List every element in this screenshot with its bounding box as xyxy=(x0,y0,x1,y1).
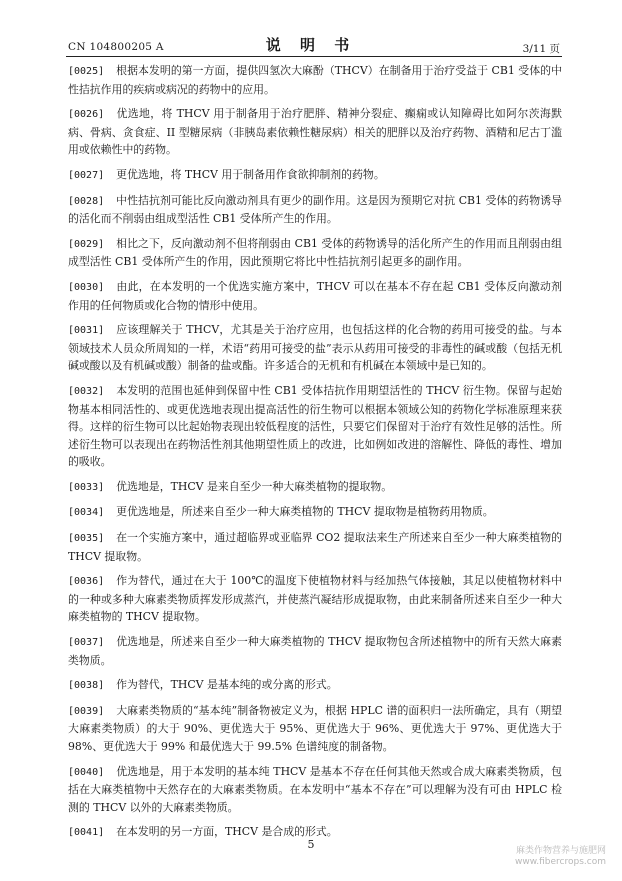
paragraph-number: [0027] xyxy=(68,169,105,181)
paragraph-text: 优选地，将 THCV 用于制备用于治疗肥胖、精神分裂症、癫痫或认知障碍比如阿尔茨海默病、骨病、贪食症、II 型糖尿病（非胰岛素依赖性糖尿病）相关的肥胖以及治疗药物、酒精和尼古丁滥用或依赖性中的药物。 xyxy=(68,107,562,157)
paragraph xyxy=(68,62,562,98)
paragraph xyxy=(68,633,562,669)
paragraph-text: 在一个实施方案中，通过超临界或亚临界 CO2 提取法来生产所述来自至少一种大麻类植物的 THCV 提取物。 xyxy=(68,531,562,563)
paragraph xyxy=(68,503,562,522)
paragraph xyxy=(68,235,562,271)
paragraph xyxy=(68,105,562,159)
paragraph-text: 本发明的范围也延伸到保留中性 CB1 受体拮抗作用期望活性的 THCV 衍生物。保留与起始物基本相同活性的、或更优选地表现出提高活性的衍生物可以根据本领域公知的药物化学标准原理来获得。这样的衍生物可以比起始物表现出较低程度的活性，只要它们保留对于治疗有效性足够的活性。所述衍生物可以表现出在药物活性剂其他期望性质上的改进，比如例如改进的溶解性、降低的毒性、增加的吸收。 xyxy=(68,383,562,469)
paragraph-text: 优选地是，THCV 是来自至少一种大麻类植物的提取物。 xyxy=(116,479,393,493)
paragraph xyxy=(68,192,562,228)
document-body xyxy=(68,62,562,849)
paragraph xyxy=(68,763,562,817)
paragraph xyxy=(68,166,562,185)
paragraph-number: [0032] xyxy=(68,385,105,397)
watermark-line-1: 麻类作物营养与施肥网 xyxy=(515,846,606,856)
paragraph-number: [0031] xyxy=(68,325,105,337)
paragraph-number: [0034] xyxy=(68,507,105,519)
page-number: 5 xyxy=(307,838,315,851)
paragraph xyxy=(68,321,562,375)
paragraph-number: [0041] xyxy=(68,827,105,839)
paragraph-text: 优选地是，用于本发明的基本纯 THCV 是基本不存在任何其他天然或合成大麻素类物质，包括在大麻类植物中天然存在的大麻素类物质。在本发明中“基本不存在”可以理解为没有可由 HPLC 检测的 THCV 以外的大麻素类物质。 xyxy=(68,764,562,814)
paragraph-number: [0035] xyxy=(68,533,105,545)
paragraph-number: [0026] xyxy=(68,109,105,121)
paragraph-text: 相比之下，反向激动剂不但将削弱由 CB1 受体的药物诱导的活化所产生的作用而且削弱由组成型活性 CB1 受体所产生的作用，因此预期它将比中性拮抗剂引起更多的副作用。 xyxy=(68,236,562,269)
paragraph xyxy=(68,478,562,497)
paragraph-text: 由此，在本发明的一个优选实施方案中，THCV 可以在基本不存在起 CB1 受体反向激动剂作用的任何物质或化合物的情形中使用。 xyxy=(68,279,562,312)
paragraph-text: 更优选地是，所述来自至少一种大麻类植物的 THCV 提取物是植物药用物质。 xyxy=(116,505,494,519)
paragraph-text: 大麻素类物质的“基本纯”制备物被定义为，根据 HPLC 谱的面积归一法所确定，具有（期望大麻素类物质）的大于 90%、更优选大于 95%、更优选大于 96%、更优选大于 97%、更优选大于 98%、更优选大于 99% 和最优选大于 99.5% 色谱纯度的制备物。 xyxy=(68,703,562,753)
paragraph-text: 作为替代，THCV 是基本纯的或分离的形式。 xyxy=(116,678,338,692)
paragraph-text: 更优选地，将 THCV 用于制备用作食欲抑制剂的药物。 xyxy=(116,167,385,181)
paragraph-text: 作为替代，通过在大于 100℃的温度下使植物材料与经加热气体接触，其足以使植物材料中的一种或多种大麻素类物质挥发形成蒸汽，并使蒸汽凝结形成提取物，由此来制备所述来自至少一种大麻类植物的 THCV 提取物。 xyxy=(68,574,562,624)
paragraph-text: 在本发明的另一方面，THCV 是合成的形式。 xyxy=(116,825,338,839)
paragraph xyxy=(68,676,562,695)
paragraph-number: [0036] xyxy=(68,576,105,588)
paragraph-number: [0039] xyxy=(68,705,105,717)
paragraph xyxy=(68,702,562,756)
watermark-line-2: www.fibercrops.com xyxy=(515,857,606,867)
paragraph-text: 优选地是，所述来自至少一种大麻类植物的 THCV 提取物包含所述植物中的所有天然大麻素类物质。 xyxy=(68,635,562,667)
paragraph-number: [0029] xyxy=(68,238,105,250)
paragraph-text: 应该理解关于 THCV，尤其是关于治疗应用，也包括这样的化合物的药用可接受的盐。与本领域技术人员众所周知的一样，术语“药用可接受的盐”表示从药用可接受的非毒性的碱或酸（包括无机碱或酸以及有机碱或酸）制备的盐或酯。许多适合的无机和有机碱在本领域中是已知的。 xyxy=(68,323,562,373)
paragraph-number: [0025] xyxy=(68,66,105,77)
paragraph xyxy=(68,529,562,565)
paragraph-text: 根据本发明的第一方面，提供四氢次大麻酚（THCV）在制备用于治疗受益于 CB1 受体的中性拮抗作用的疾病或病况的药物中的应用。 xyxy=(68,64,562,96)
page-indicator: 3/11 页 xyxy=(522,43,560,55)
paragraph-number: [0033] xyxy=(68,481,105,493)
paragraph-number: [0030] xyxy=(68,281,105,293)
paragraph xyxy=(68,278,562,314)
paragraph-number: [0040] xyxy=(68,766,105,778)
watermark xyxy=(515,846,606,868)
page-header xyxy=(0,0,622,60)
paragraph-text: 中性拮抗剂可能比反向激动剂具有更少的副作用。这是因为预期它对抗 CB1 受体的药物诱导的活化而不削弱由组成型活性 CB1 受体所产生的作用。 xyxy=(68,193,562,226)
paragraph-number: [0028] xyxy=(68,195,105,207)
paragraph-number: [0037] xyxy=(68,637,105,649)
paragraph xyxy=(68,382,562,471)
paragraph xyxy=(68,572,562,626)
paragraph-number: [0038] xyxy=(68,680,105,692)
document-title: 说 明 书 xyxy=(265,36,357,54)
patent-number: CN 104800205 A xyxy=(68,41,164,53)
header-divider xyxy=(66,56,562,57)
